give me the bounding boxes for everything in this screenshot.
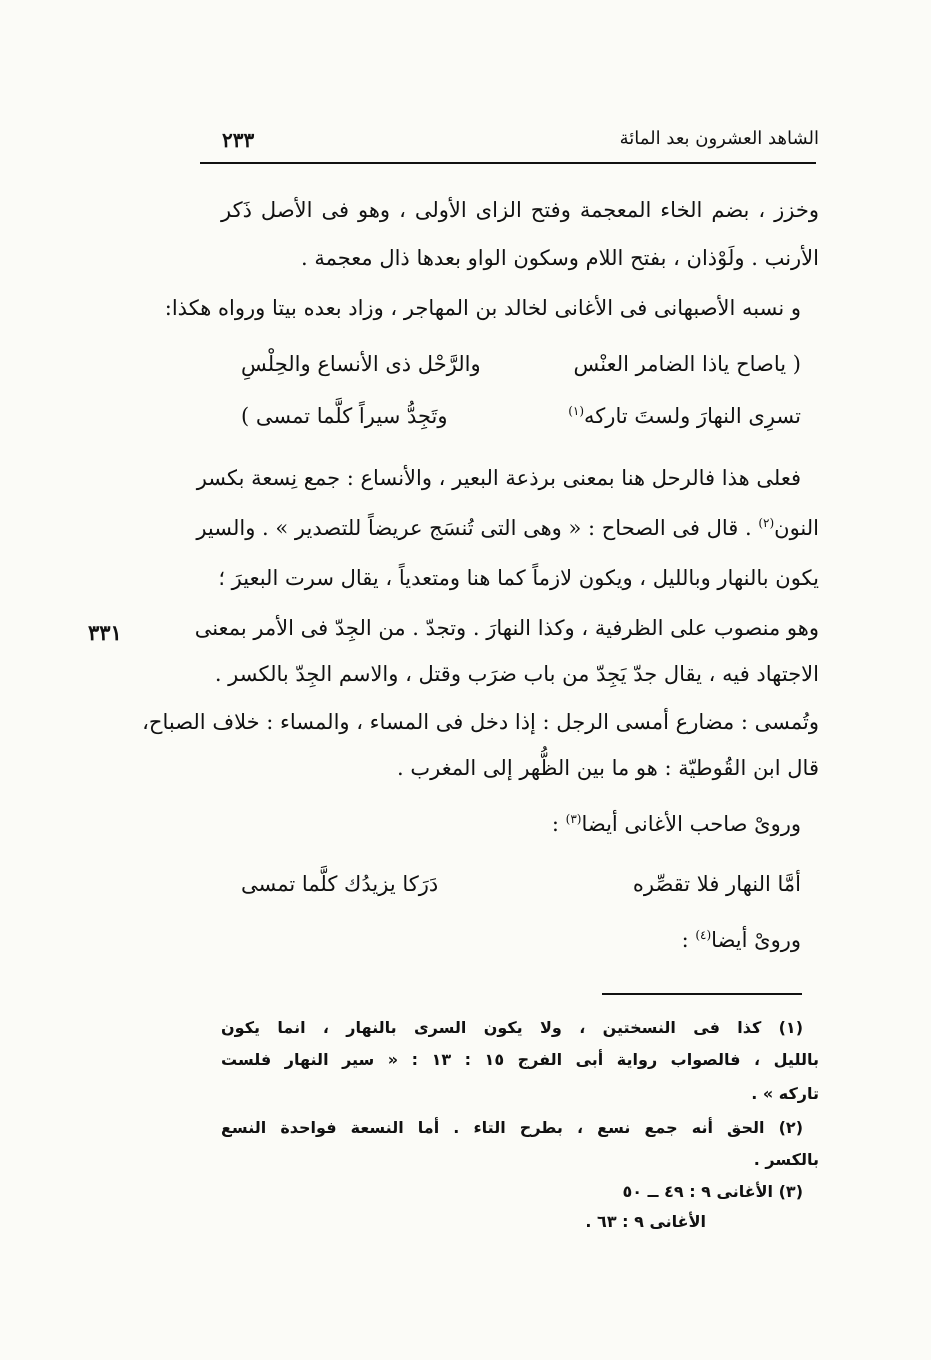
verse-line — [241, 352, 801, 376]
verse-line — [241, 404, 801, 428]
body-line: الاجتهاد فيه ، يقال جدّ يَجِدّ من باب ضرَب وقتل ، والاسم الجِدّ بالكسر . — [214, 662, 819, 686]
body-line — [196, 516, 819, 540]
body-line — [221, 814, 801, 835]
footnote-line: (١) كذا فى النسختين ، ولا يكون السرى بالنهار ، انما يكون — [221, 1018, 803, 1037]
body-text: : — [681, 928, 696, 952]
verse-hemistich-second: والرَّحْل ذى الأنساع والحِلْسِ — [241, 352, 481, 376]
page-number: ٢٣٣ — [222, 128, 255, 152]
body-line: فعلى هذا فالرحل هنا بمعنى برذعة البعير ، والأنساع : جمع نِسعة بكسر — [196, 466, 801, 490]
body-text: النون — [774, 516, 819, 540]
body-text: وروىْ صاحب الأغانى أيضا — [581, 812, 801, 836]
footnote-marker: (١) — [568, 404, 585, 418]
body-line — [221, 930, 801, 951]
margin-reference-number: ٣٣١ — [88, 620, 122, 645]
verse-hemistich-second: وتَجِدُّ سيراً كلَّما تمسى ) — [241, 404, 448, 428]
body-line: قال ابن القُوطيّة : هو ما بين الظُّهر إلى المغرب . — [397, 756, 819, 780]
header-rule — [200, 162, 816, 164]
footnote-marker: (٢) — [758, 516, 775, 530]
footnote-line: بالليل ، فالصواب رواية أبى الفرج ١٥ : ١٣ : « سير النهار فلست — [221, 1050, 819, 1069]
verse-hemistich-first — [568, 404, 801, 428]
body-text: وروىْ أيضا — [711, 928, 801, 952]
body-line: وخزز ، بضم الخاء المعجمة وفتح الزاى الأولى ، وهو فى الأصل ذَكر — [221, 198, 819, 222]
footnote-marker: (٤) — [695, 928, 712, 942]
verse-hemistich-second: دَرَكا يزيدُك كلَّما تمسى — [241, 872, 439, 896]
footnote-line: (٢) الحق أنه جمع نسع ، بطرح التاء . أما النسعة فواحدة النسع — [221, 1118, 803, 1137]
body-line: يكون بالنهار وبالليل ، ويكون لازماً كما هنا ومتعدياً ، يقال سرت البعيرَ ؛ — [218, 566, 819, 590]
body-line: وتُمسى : مضارع أمسى الرجل : إذا دخل فى المساء ، والمساء : خلاف الصباح، — [142, 710, 819, 734]
footnote-line: الأغانى ٩ : ٦٣ . — [585, 1212, 706, 1231]
verse-text: تسرِى النهارَ ولستَ تاركه — [584, 404, 801, 428]
footnote-marker: (٣) — [565, 812, 582, 826]
verse-hemistich-first: أمَّا النهار فلا تقصِّره — [632, 872, 801, 896]
verse-line — [241, 872, 801, 896]
verse-hemistich-first: ( ياصاح ياذا الضامر العنْس — [573, 352, 801, 376]
running-header-title: الشاهد العشرون بعد المائة — [619, 128, 819, 149]
footnote-rule — [602, 993, 802, 995]
footnote-line: (٣) الأغانى ٩ : ٤٩ ــ ٥٠ — [622, 1182, 803, 1201]
footnote-line: بالكسر . — [753, 1150, 819, 1169]
body-text: : — [551, 812, 566, 836]
footnote-line: تاركه » . — [751, 1084, 819, 1103]
body-line: وهو منصوب على الظرفية ، وكذا النهارَ . وتجدّ . من الجِدّ فى الأمر بمعنى — [194, 616, 819, 640]
body-text: . قال فى الصحاح : « وهى التى تُنسَج عريضاً للتصدير » . والسير — [196, 516, 752, 540]
body-line: و نسبه الأصبهانى فى الأغانى لخالد بن المهاجر ، وزاد بعده بيتا ورواه هكذا: — [164, 296, 801, 320]
body-line: الأرنب . ولَوْذان ، بفتح اللام وسكون الواو بعدها ذال معجمة . — [300, 246, 819, 270]
